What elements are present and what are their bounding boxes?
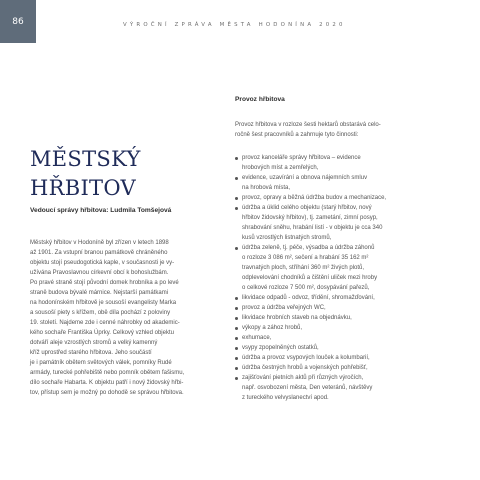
duty-line: hrobových míst a zemřelých, xyxy=(242,165,319,171)
duty-line: shrabování sněhu, hrabání listí - v objektu je cca 340 xyxy=(242,225,383,231)
operations-intro xyxy=(235,120,381,140)
duty-item xyxy=(235,313,386,323)
duty-line: kusů vzrostlých listnatých stromů, xyxy=(242,235,332,241)
duty-item xyxy=(235,243,386,293)
paragraph-line: straně budova bývalé márnice. Nejstarší památkami xyxy=(30,290,169,296)
duty-line: provoz a údržba veřejných WC, xyxy=(242,305,326,311)
paragraph-line: Městský hřbitov v Hodoníně byl zřízen v letech 1898 xyxy=(30,240,169,246)
paragraph-line: užívána Pravoslavnou církevní obcí k bohoslužbám. xyxy=(30,270,169,276)
duty-line: o rozloze 3 086 m², sečení a hrabání 35 162 m² xyxy=(242,255,369,261)
duty-line: evidence, uzavírání a obnova nájemních smluv xyxy=(242,175,368,181)
duty-item xyxy=(235,203,386,243)
duty-item xyxy=(235,363,386,373)
paragraph-line: kého sochaře Františka Úprky. Celkový vzhled objektu xyxy=(30,330,174,336)
page-number: 86 xyxy=(0,0,36,43)
duty-line: z tureckého velvyslanectví apod. xyxy=(242,395,329,401)
duty-line: likvidace hrobních staveb na objednávku, xyxy=(242,315,352,321)
duty-line: údržba zeleně, tj. péče, výsadba a údržba záhonů xyxy=(242,245,375,251)
paragraph-line: armády, turecké pohřebiště nebo pomník obětem fašismu, xyxy=(30,370,185,376)
history-paragraph xyxy=(30,238,205,398)
duty-line: provoz kanceláře správy hřbitova – evidence xyxy=(242,155,361,161)
paragraph-line: dotváří aleje vzrostlých stromů a velký kamenný xyxy=(30,340,158,346)
running-head: VÝROČNÍ ZPRÁVA MĚSTA HODONÍNA 2020 xyxy=(123,22,346,28)
page-title xyxy=(30,145,141,203)
paragraph-line: 19. století. Najdeme zde i cenné náhrobky od akademic- xyxy=(30,320,180,326)
duties-list xyxy=(235,153,386,403)
duty-item xyxy=(235,193,386,203)
intro-line: Provoz hřbitova v rozloze šesti hektarů obstarává celo- xyxy=(235,122,381,128)
duty-line: údržba čestných hrobů a vojenských pohřebišť, xyxy=(242,365,368,371)
paragraph-line: je i památník obětem světových válek, pomníky Rudé xyxy=(30,360,172,366)
duty-line: zajišťování pietních aktů při různých výročích, xyxy=(242,375,364,381)
paragraph-line: a sousoší piety s křížem, obě díla pochází z poloviny xyxy=(30,310,171,316)
duty-item xyxy=(235,153,386,173)
duty-item xyxy=(235,303,386,313)
paragraph-line: tov, přístup sem je možný po dohodě se správou hřbitova. xyxy=(30,390,184,396)
duty-line: vsypy zpopelněných ostatků, xyxy=(242,345,319,351)
duty-item xyxy=(235,353,386,363)
duty-item xyxy=(235,373,386,403)
duty-item xyxy=(235,343,386,353)
duty-line: údržba a úklid celého objektu (starý hřbitov, nový xyxy=(242,205,372,211)
paragraph-line: objektu stojí pseudogotická kaple, v současnosti je vy- xyxy=(30,260,175,266)
title-line: MĚSTSKÝ xyxy=(30,147,141,171)
duty-line: odplevelování chodníků a čištění uliček mezi hroby xyxy=(242,275,378,281)
duty-item xyxy=(235,173,386,193)
duty-line: na hrobová místa, xyxy=(242,185,291,191)
duty-line: provoz, opravy a běžná údržba budov a mechanizace, xyxy=(242,195,387,201)
paragraph-line: kříž uprostřed starého hřbitova. Jeho součástí xyxy=(30,350,152,356)
title-line: HŘBITOV xyxy=(30,176,136,200)
duty-line: údržba a provoz vsypových louček a kolumbarií, xyxy=(242,355,370,361)
duty-item xyxy=(235,333,386,343)
duty-item xyxy=(235,323,386,333)
duty-item xyxy=(235,293,386,303)
paragraph-line: Po pravé straně stojí původní domek hrobníka a po levé xyxy=(30,280,179,286)
duty-line: např. osvobození města, Den veteránů, návštěvy xyxy=(242,385,373,391)
intro-line: ročně šest pracovníků a zahrnuje tyto činnosti: xyxy=(235,132,359,138)
paragraph-line: až 1901. Za vstupní branou památkově chráněného xyxy=(30,250,168,256)
duty-line: exhumace, xyxy=(242,335,272,341)
paragraph-line: na hodonínském hřbitově je sousoší evangelisty Marka xyxy=(30,300,177,306)
operations-subheading: Provoz hřbitova xyxy=(235,96,285,103)
duty-line: likvidace odpadů - odvoz, třídění, shromažďování, xyxy=(242,295,375,301)
duty-line: výkopy a zához hrobů, xyxy=(242,325,303,331)
duty-line: hřbitov židovský hřbitov), tj. zametání, zimní posyp, xyxy=(242,215,378,221)
duty-line: o celkové rozloze 7 500 m², dosypávání pařezů, xyxy=(242,285,370,291)
manager-subheading: Vedoucí správy hřbitova: Ludmila Tomšejová xyxy=(30,207,172,214)
duty-line: travnatých ploch, stříhání 360 m² živých plotů, xyxy=(242,265,365,271)
paragraph-line: dílo sochaře Habarta. K objektu patří i nový židovský hřbi- xyxy=(30,380,184,386)
